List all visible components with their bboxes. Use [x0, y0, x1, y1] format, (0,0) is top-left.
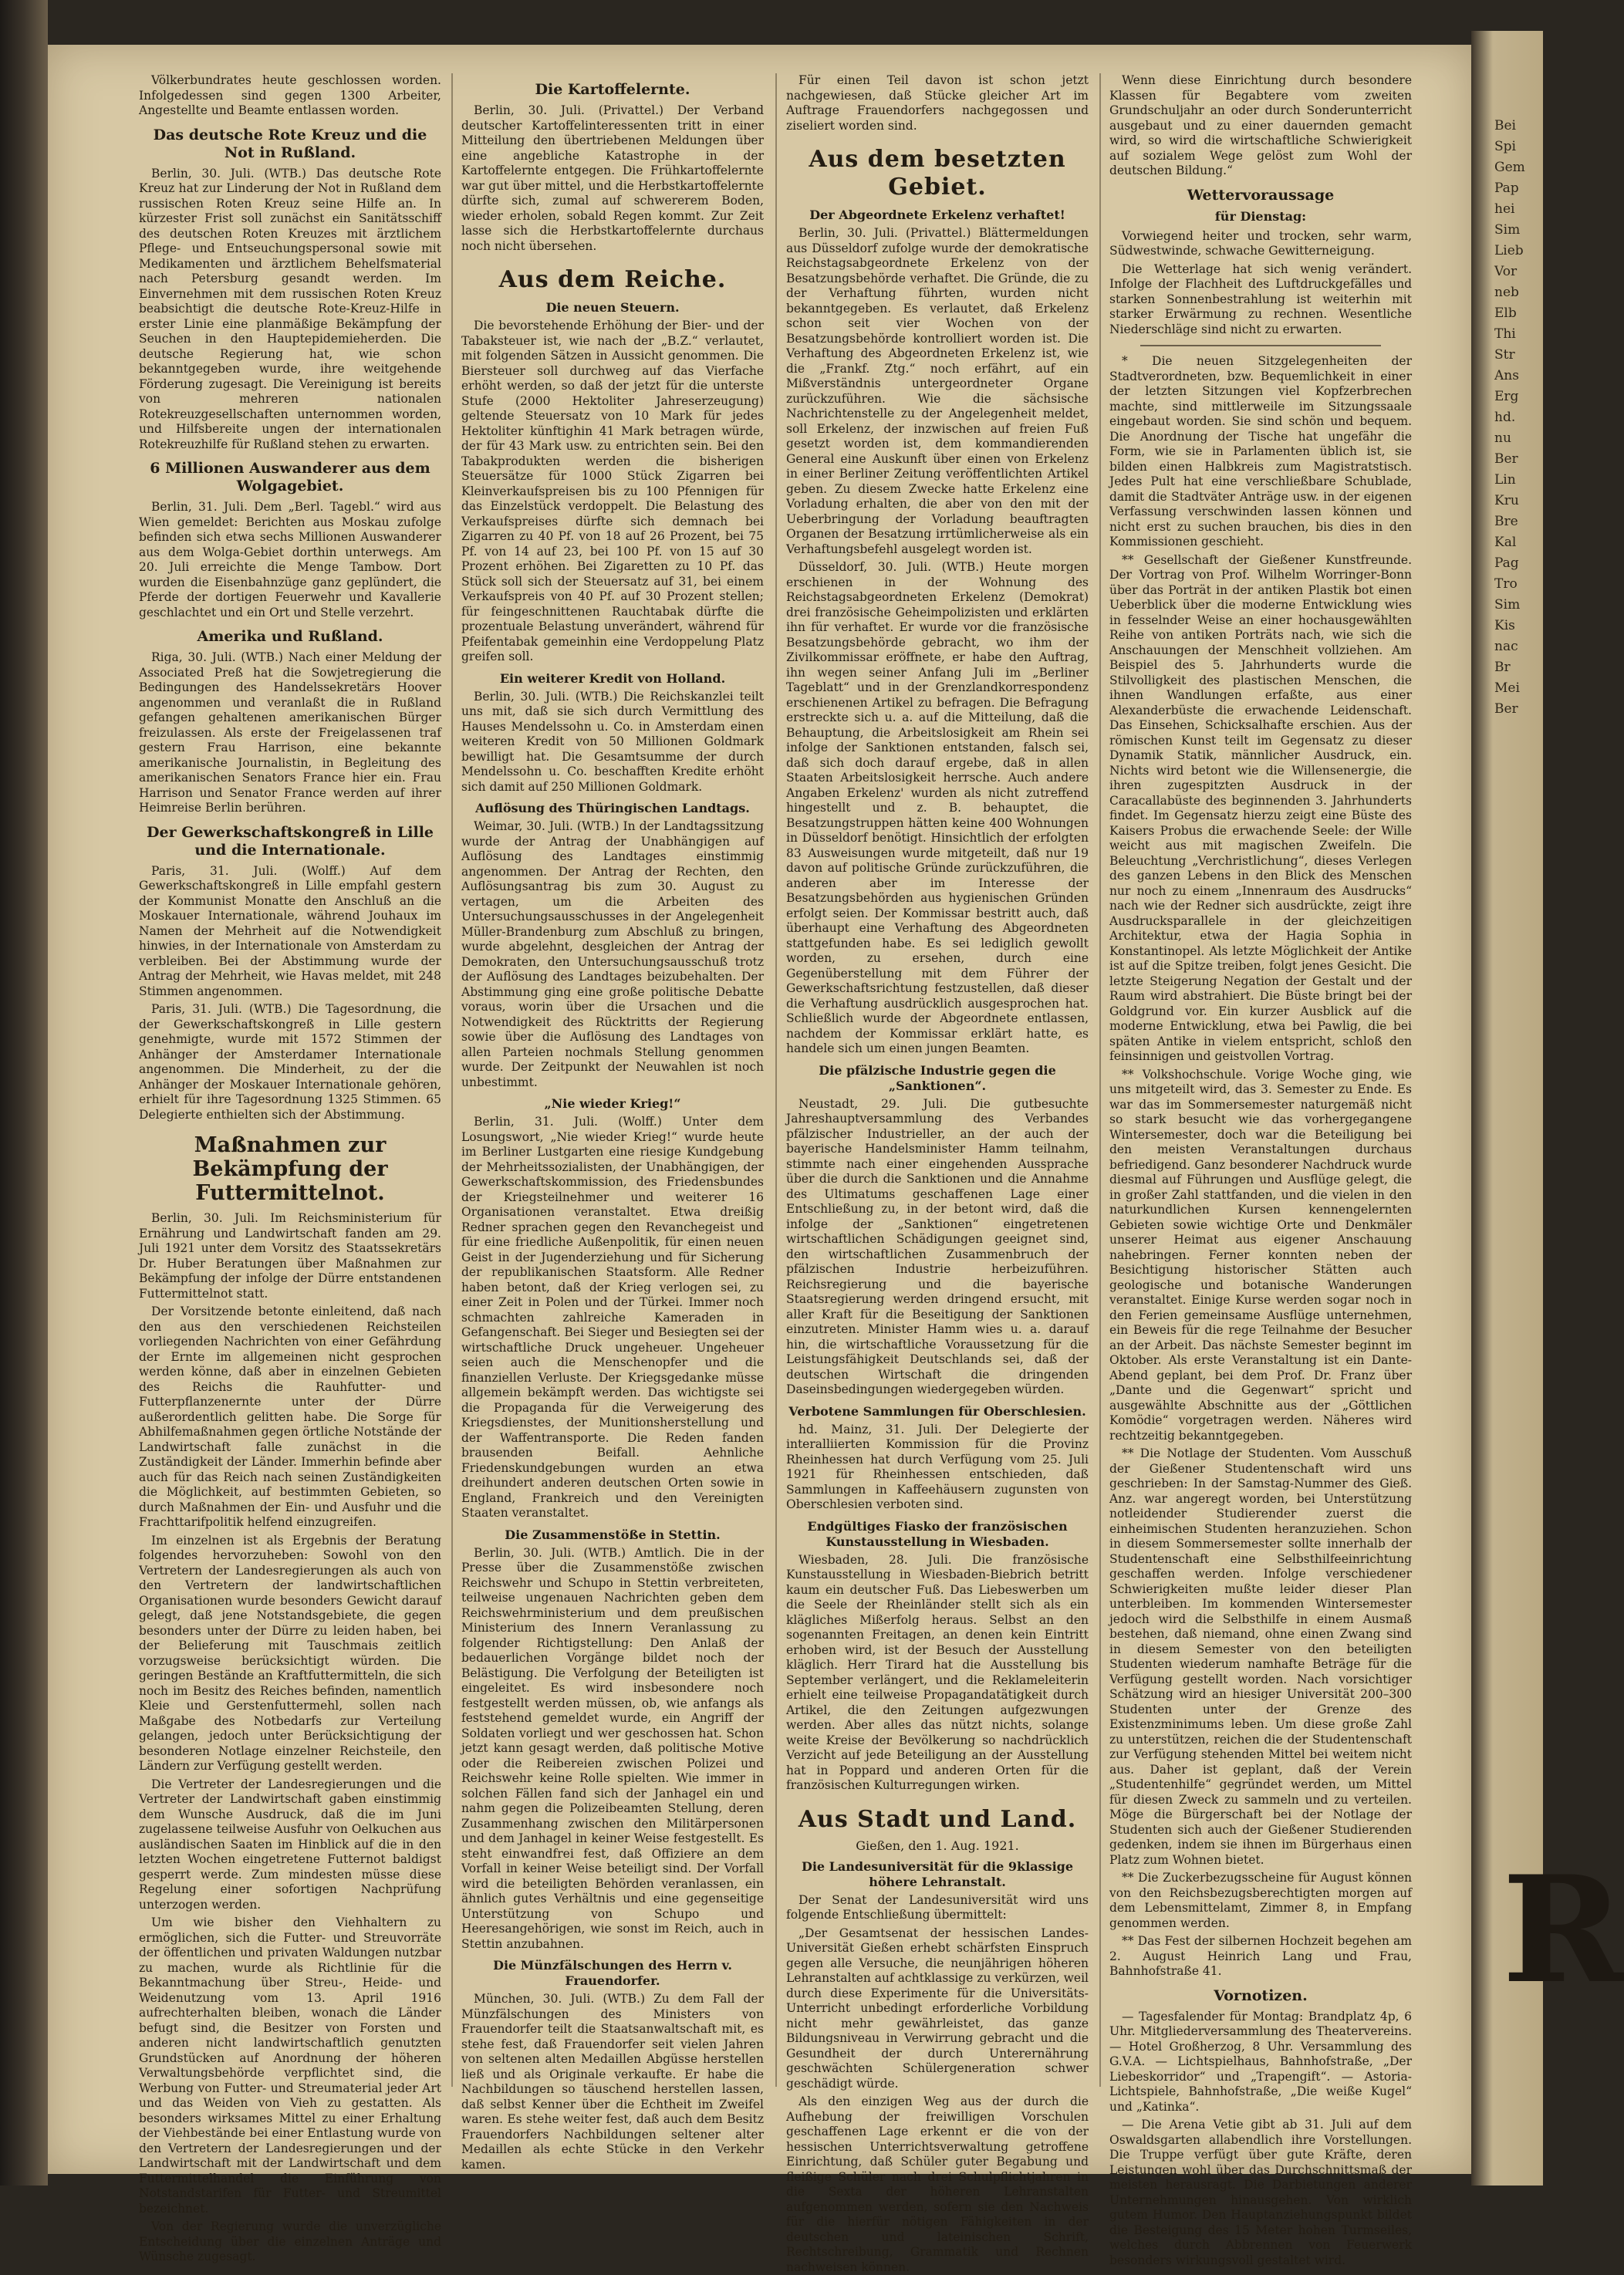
edge-line: Bei — [1494, 118, 1516, 133]
section-heading: Aus dem Reiche. — [498, 266, 727, 293]
article-paragraph: ** Gesellschaft der Gießener Kunstfreunde. Der Vortrag von Prof. Wilhelm Worringer-Bonn über das Porträt in der antiken Plastik bot einen Ueberblick über die moderne Entwicklung wies in fesselnder Weise an einer hochausgewählten Reihe von antiken Porträts nach, wie sich die Anschauungen der Menschheit vollziehen. Am Beispiel des 5. Jahrhunderts wurde die Stilvolligkeit des plastischen Menschen, die ihnen Wandlungen erfaßte, aus einer Alexanderbüste die erwachende Leidenschaft. Das Einsehen, Schicksalhafte erschien. Aus der römischen Kunst teilt im Gegensatz zu dieser Dynamik Statik, männlicher Ausdruck, ein. Nichts wird betont wie die Willensenergie, die ihren zugespitzten Ausdruck in der Caracallabüste des beginnenden 3. Jahrhunderts findet. Im Gegensatz hierzu zeigt eine Büste des Kaisers Probus die erwachende Seele: der Wille weicht aus mit magischen Zweifeln. Die Beleuchtung „Verchristlichung“, dieses Verlegen des ganzen Lebens in den Blick des Menschen nur noch zu einem „Innenraum des Ausdrucks“ nach wie der Redner sich ausdrückte, zeigt ihre Ausdrucksparallele in der gleichzeitigen Architektur, etwa der Hagia Sophia in Konstantinopel. Als letzte Möglichkeit der Antike ist auf die Spitze treiben, folgt jenes Gesicht. Die letzte Steigerung Negation der Gestalt und der Raum wird abstrahiert. Die Büste bringt bei der Goldgrund vor. Ein kurzer Ausblick auf die moderne Entwicklung, etwa bei Pawlig, die bei späten Antike in vielem entspricht, schloß den feinsinnigen und geistvollen Vortrag. — [1109, 552, 1412, 1063]
article-subheadline: Die Zusammenstöße in Stettin. — [505, 1527, 721, 1542]
edge-line: Spi — [1494, 139, 1516, 154]
edge-line: Vor — [1494, 264, 1518, 279]
article-paragraph: ** Volkshochschule. Vorige Woche ging, wie uns mitgeteilt wird, das 3. Semester zu Ende. Es war das im Sommersemester naturgemäß nicht so stark besucht wie das vorhergegangene Wintersemester, doch war die Beteiligung bei den meisten Veranstaltungen durchaus befriedigend. Ganz besonderer Nachdruck wurde diesmal auf Führungen und Ausflüge gelegt, die in großer Zahl stattfanden, und die vielen in den naturkundlichen Kursen kennengelernten Gebieten sowie wichtige Orte und Denkmäler unserer Heimat aus eigener Anschauung nahebringen. Ferner konnten neben der Besichtigung historischer Stätten auch geologische und botanische Wanderungen veranstaltet. Einige Kurse werden sogar noch in den Ferien gemeinsame Ausflüge unternehmen, ein Beweis für die rege Teilnahme der Besucher an der Arbeit. Das nächste Semester beginnt im Oktober. Als erste Veranstaltung ist ein Dante-Abend geplant, bei dem Prof. Dr. Franz über „Dante und die Gegenwart“ spricht und ausgewählte Abschnitte aus der „Göttlichen Komödie“ vorgetragen werden. Näheres wird rechtzeitig bekanntgegeben. — [1109, 1067, 1412, 1443]
section-heading: Aus Stadt und Land. — [798, 1805, 1077, 1833]
article-headline: 6 Millionen Auswanderer aus dem Wolgagebiet. — [150, 460, 430, 494]
edge-line: Mei — [1494, 680, 1520, 696]
column-rule — [1099, 73, 1101, 2087]
section-divider — [1140, 345, 1381, 346]
column-4 — [1109, 73, 1412, 2267]
column-1 — [139, 73, 441, 2263]
article-paragraph: ** Das Fest der silbernen Hochzeit begehen am 2. August Heinrich Lang und Frau, Bahnhofstraße 41. — [1109, 1934, 1412, 1978]
article-paragraph: — Die Arena Vetie gibt ab 31. Juli auf dem Oswaldsgarten allabendlich ihre Vorstellungen. Die Truppe verfügt über gute Kräfte, deren Leistungen wohl über das Durchschnittsmaß der meisten herausragt. Die Darbietungen anderer Unternehmungen hinausgehen. Von wirklich gutem Humor. Den Hauptanziehungspunkt bildet die Besteigung des 15 Meter hohen Turmseiles, welches durch Abbrennen von Feuerwerk besonders wirkungsvoll gestaltet wird. — [1109, 2118, 1412, 2267]
article-paragraph: Von der Regierung wurde die unverzügliche Entscheidung über die einzelnen Anträge und Wünsche zugesagt. — [139, 2219, 441, 2263]
article-subheadline: Endgültiges Fiasko der französischen Kunstausstellung in Wiesbaden. — [807, 1518, 1068, 1549]
edge-line: Sim — [1494, 222, 1521, 238]
edge-line: Erg — [1494, 389, 1519, 404]
article-paragraph: Düsseldorf, 30. Juli. (WTB.) Heute morgen erschienen in der Wohnung des Reichstagsabgeordneten Erkelenz (Demokrat) drei französische Geheimpolizisten und erklärten ihn für verhaftet. Er wurde vor die französische Besatzungsbehörde gebracht, wo ihm der Zivilkommissar eröffnete, er habe den Auftrag, ihn wegen seiner Anfang Juli im „Berliner Tageblatt“ und in der Grenzlandkorrespondenz erschienenen Artikel zu befragen. Die Befragung erstreckte sich u. a. auf die Mitteilung, daß die Behauptung, die Arbeitslosigkeit am Rhein sei infolge der Sanktionen entstanden, falsch sei, daß sich doch darauf ergebe, daß in allen Staaten Arbeitslosigkeit herrsche. Auch andere Angaben Erkelenz' wurden als nicht zutreffend hingestellt und z. B. behauptet, die Besatzungstruppen hätten keine 400 Wohnungen in Düsseldorf benötigt. Hinsichtlich der erfolgten 83 Ausweisungen wurde mitgeteilt, daß nur 19 davon auf politische Gründe zurückzuführen, die anderen aber im Interesse der Besatzungsbehörden aus hygienischen Gründen erfolgt seien. Der Kommissar bestritt auch, daß überhaupt eine Verhaftung des Abgeordneten stattgefunden habe. Es sei lediglich gewollt worden, zu ersehen, durch eine Gegenüberstellung mit dem Führer der Gewerkschaftsrichtung festzustellen, daß dieser die Verhaftung ausdrücklich ausgesprochen hat. Schließlich wurde der Abgeordnete entlassen, nachdem der Kommissar erklärt hatte, es handele sich um einen jungen Beamten. — [786, 560, 1089, 1055]
article-subheadline: Die Landesuniversität für die 9klassige höhere Lehranstalt. — [801, 1858, 1074, 1889]
article-paragraph: * Die neuen Sitzgelegenheiten der Stadtverordneten, bzw. Bequemlichkeit in einer der letzten Sitzungen viel Kopfzerbrechen machte, sind mittlerweile im Sitzungssaale eingebaut worden. Sie sind schön und bequem. Die Anordnung der Tische hat ungefähr die Form, wie sie in Parlamenten üblich ist, sie bilden einen Halbkreis zum Magistratstisch. Jedes Pult hat eine verschließbare Schublade, damit die Stadtväter Anträge usw. in der eigenen Verfassung verschwinden lassen können und nicht erst zu suchen brauchen, bis dies in den Kommissionen geschieht. — [1109, 354, 1412, 548]
edge-line: Lieb — [1494, 243, 1524, 258]
edge-line: hd. — [1494, 410, 1516, 425]
article-paragraph: Die Vertreter der Landesregierungen und die Vertreter der Landwirtschaft gaben einstimmig dem Wunsche Ausdruck, daß die im Juni zugelassene teilweise Ausfuhr von Oelkuchen aus ausländischen Saaten im Hinblick auf die in den letzten Wochen eingetretene Futternot baldigst gesperrt werde. Zum mindesten müsse diese Regelung einer sofortigen Nachprüfung unterzogen werden. — [139, 1777, 441, 1912]
article-paragraph: Vorwiegend heiter und trocken, sehr warm, Südwestwinde, schwache Gewitterneigung. — [1109, 228, 1412, 258]
column-2 — [461, 73, 764, 2172]
article-paragraph: Berlin, 30. Juli. (WTB.) Die Reichskanzlei teilt uns mit, daß sie sich durch Vermittlung des Hauses Mendelssohn u. Co. in Amsterdam einen weiteren Kredit von 50 Millionen Goldmark bewilligt hat. Die Gesamtsumme der durch Mendelssohn u. Co. beschafften Kredite erhöht sich damit auf 250 Millionen Goldmark. — [461, 689, 764, 794]
edge-line: Ber — [1494, 451, 1518, 467]
article-paragraph: Riga, 30. Juli. (WTB.) Nach einer Meldung der Associated Preß hat die Sowjetregierung die Bedingungen des Handelssekretärs Hoover angenommen und veranlaßt die in Rußland gefangen gehaltenen amerikanischen Bürger freizulassen. Als erste der Freigelassenen traf gestern Frau Harrison, eine bekannte amerikanische Journalistin, in Begleitung des amerikanischen Senators France hier ein. Frau Harrison und Senator France werden auf ihrer Heimreise Berlin berühren. — [139, 650, 441, 815]
section-heading: Aus dem besetzten Gebiet. — [809, 146, 1066, 201]
article-paragraph: Berlin, 30. Juli. (Privattel.) Der Verband deutscher Kartoffelinteressenten tritt in einer Mitteilung den übertriebenen Meldungen über eine angebliche Katastrophe in der Kartoffelernte entgegen. Die Frühkartoffelernte war gut über mittel, und die Herbstkartoffelernte dürfte sich, zumal auf schwererem Boden, wieder erholen, sobald Regen kommt. Zur Zeit lasse sich die Herbstkartoffelernte durchaus noch nicht übersehen. — [461, 103, 764, 253]
article-columns — [93, 73, 1412, 2274]
article-subheadline: Der Abgeordnete Erkelenz verhaftet! — [809, 208, 1065, 222]
article-paragraph: — Tagesfalender für Montag: Brandplatz 4p, 6 Uhr. Mitgliederversammlung des Theatervereins. — Hotel Großherzog, 8 Uhr. Versammlung des G.V.A. — Lichtspielhaus, Bahnhofstraße, „Der Liebeskorridor“ und „Trapengift“. — Astoria-Lichtspiele, Bahnhofstraße, „Die weiße Kugel“ und „Katinka“. — [1109, 2009, 1412, 2114]
article-paragraph: Wiesbaden, 28. Juli. Die französische Kunstausstellung in Wiesbaden-Biebrich betritt kaum ein deutscher Fuß. Das Liebeswerben um die Seele der Rheinländer stellt sich als ein klägliches Mißerfolg heraus. Selbst an den sogenannten Freitagen, an denen kein Eintritt erhoben wird, ist der Besuch der Ausstellung kläglich. Herr Tirard hat die Ausstellung bis September verlängert, und die Reklameleiterin erhielt eine teilweise Propagandatätigkeit durch Artikel, die den Zeitungen aufgezwungen werden. Aber alles das nützt nichts, solange weite Kreise der Bevölkerung so nachdrücklich Verzicht auf jede Beteiligung an der Ausstellung hat in Poppard und anderen Orten für die französischen Kulturregungen wirken. — [786, 1552, 1089, 1792]
next-page-big-letter: R — [1502, 1844, 1624, 2016]
article-paragraph: München, 30. Juli. (WTB.) Zu dem Fall der Münzfälschungen des Ministers von Frauendorfer teilt die Staatsanwaltschaft mit, es stehe fest, daß Frauendorfer seit vielen Jahren von seltenen alten Medaillen Abgüsse herstellen ließ und als Originale verkaufte. Er habe die Nachbildungen so täuschend herstellen lassen, daß selbst Kenner über die Echtheit im Zweifel waren. Es stehe weiter fest, daß auch dem Besitz Frauendorfers Nachbildungen seltener alter Medaillen als echte Stücke in den Verkehr kamen. — [461, 1992, 764, 2172]
edge-line: Ber — [1494, 701, 1518, 717]
edge-line: nu — [1494, 430, 1511, 446]
article-subheadline: Die pfälzische Industrie gegen die „Sanktionen“. — [819, 1062, 1056, 1093]
article-paragraph: Im einzelnen ist als Ergebnis der Beratung folgendes hervorzuheben: Sowohl von den Vertretern der Landesregierungen als auch von den Vertretern der landwirtschaftlichen Organisationen wurde besonders Gewicht darauf gelegt, daß jene Notstandsgebiete, die gegen besonders unter der Dürre zu leiden haben, bei der Belieferung mit Tauschmais zeitlich vorzugsweise berücksichtigt würden. Die geringen Bestände an Kraftfuttermitteln, die sich noch im Besitz des Reiches befinden, namentlich Kleie und Gerstenfuttermehl, sollen nach Maßgabe des Notbedarfs zur Verteilung gelangen, jedoch unter Berücksichtigung der besonderen Notlage einzelner Reichsteile, den Ländern zur Verfügung gestellt werden. — [139, 1533, 441, 1773]
edge-line: Kal — [1494, 535, 1517, 550]
column-rule — [775, 73, 777, 2087]
article-headline: Vornotizen. — [1214, 1986, 1308, 2004]
article-paragraph: Die Wetterlage hat sich wenig verändert. Infolge der Flachheit des Luftdruckgefälles und starken Sonnenbestrahlung ist weiterhin mit starker Erwärmung zu rechnen. Wesentliche Niederschläge sind nicht zu erwarten. — [1109, 262, 1412, 336]
article-paragraph: Berlin, 31. Juli. Dem „Berl. Tagebl.“ wird aus Wien gemeldet: Berichten aus Moskau zufolge befinden sich etwa sechs Millionen Auswanderer aus dem Wolga-Gebiet dorthin unterwegs. Am 20. Juli erreichte die Menge Tambow. Dort wurden die Eisenbahnzüge ganz geplündert, die Pferde der dortigen Feuerwehr und Kavallerie geschlachtet und ein Ort und Stelle verzehrt. — [139, 500, 441, 619]
article-subheadline: Die Münzfälschungen des Herrn v. Frauendorfer. — [493, 1958, 732, 1988]
edge-line: Elb — [1494, 305, 1517, 321]
article-paragraph: „Der Gesamtsenat der hessischen Landes-Universität Gießen erhebt schärfsten Einspruch gegen alle Versuche, die neunjährigen höheren Lehranstalten auf achtklassige zu verkürzen, weil durch diese Experimente für die Universitäts-Unterricht unbedingt erforderliche Vorbildung nicht mehr gewährleistet, das ganze Bildungsniveau in Verwirrung gebracht und die Gesundheit der durch Unterernährung geschwächten Schülergeneration schwer geschädigt würde. — [786, 1926, 1089, 2091]
edge-line: Br — [1494, 660, 1511, 675]
edge-line: Bre — [1494, 514, 1518, 529]
article-paragraph: ** Die Zuckerbezugsscheine für August können von den Reichsbezugsberechtigten morgen auf dem Lebensmittelamt, Zimmer 8, in Empfang genommen werden. — [1109, 1871, 1412, 1930]
article-paragraph: Paris, 31. Juli. (Wolff.) Auf dem Gewerkschaftskongreß in Lille empfahl gestern der Kommunist Monatte den Anschluß an die Moskauer Internationale, während Jouhaux im Namen der Mehrheit auf die Notwendigkeit hinwies, in der Internationale von Amsterdam zu verbleiben. Bei der Abstimmung wurde der Antrag der Mehrheit, wie Havas meldet, mit 248 Stimmen angenommen. — [139, 863, 441, 998]
article-paragraph: Der Senat der Landesuniversität wird uns folgende Entschließung übermittelt: — [786, 1892, 1089, 1922]
article-paragraph: Berlin, 30. Juli. (Privattel.) Blättermeldungen aus Düsseldorf zufolge wurde der demokratische Reichstagsabgeordnete Erkelenz von der Besatzungsbehörde verhaftet. Die Gründe, die zu der Verhaftung führten, wurden nicht bekanntgegeben. Es verlautet, daß Erkelenz schon seit vier Wochen von der Besatzungsbehörde kontrolliert worden ist. Die Verhaftung des Abgeordneten Erkelenz ist, wie die „Frankf. Ztg.“ noch erfährt, auf ein Mißverständnis untergeordneter Organe zurückzuführen. Wie die sächsische Nachrichtenstelle zu der Angelegenheit meldet, soll Erkelenz, der inzwischen auf freien Fuß gesetzt worden ist, dem kommandierenden General eine Auskunft über einen von Erkelenz in einer Berliner Zeitung veröffentlichten Artikel geben. Zu diesem Zwecke hatte Erkelenz eine Vorladung erhalten, die aber von den mit der Ueberbringung der Vorladung beauftragten Organen der Besatzung irrtümlicherweise als ein Verhaftungsbefehl ausgelegt worden ist. — [786, 226, 1089, 556]
article-headline: Die Kartoffelernte. — [535, 81, 690, 98]
edge-line: Thi — [1494, 326, 1516, 342]
edge-line: Sim — [1494, 597, 1521, 613]
article-subheadline: Verbotene Sammlungen für Oberschlesien. — [788, 1403, 1086, 1419]
column-rule — [451, 73, 453, 2087]
article-headline: Der Gewerkschaftskongreß in Lille und die Internationale. — [147, 823, 434, 859]
article-subheadline: Ein weiterer Kredit von Holland. — [499, 670, 726, 686]
article-headline: Wettervoraussage — [1187, 186, 1335, 204]
dateline: Gießen, den 1. Aug. 1921. — [856, 1838, 1019, 1853]
column-3 — [786, 73, 1089, 2274]
next-page-edge — [1471, 31, 1624, 2186]
article-paragraph: Die bevorstehende Erhöhung der Bier- und der Tabaksteuer ist, wie nach der „B.Z.“ verlautet, mit folgenden Sätzen in Aussicht genommen. Die Biersteuer soll durchweg auf das Vierfache erhöht werden, so daß der jetzt für die unterste Stufe (2000 Hektoliter Jahreserzeugung) geltende Steuersatz von 10 Mark für jedes Hektoliter künftighin 41 Mark betragen würde, der für 43 Mark usw. zu entrichten sein. Bei den Tabakprodukten werden die bisherigen Steuersätze für 1000 Stück Zigarren bei Kleinverkaufspreisen bis zu 100 Pfennigen für das Einzelstück verdoppelt. Die Belastung des Verkaufspreises dürfte sich demnach bei Zigarren zu 40 Pf. von 18 auf 26 Prozent, bei 75 Pf. von 14 auf 23, bei 100 Pf. von 15 auf 30 Prozent erhöhen. Bei Zigaretten zu 10 Pf. das Stück soll sich der Steuersatz auf 31, bei einem Verkaufspreis von 40 Pf. auf 30 Prozent stellen; für feingeschnittenen Rauchtabak dürfte die prozentuale Belastung unverändert, während für Pfeifentabak gemeinhin eine Verdoppelung Platz greifen soll. — [461, 319, 764, 663]
article-paragraph: ** Die Notlage der Studenten. Vom Ausschuß der Gießener Studentenschaft wird uns geschrieben: In der Samstag-Nummer des Gieß. Anz. war angeregt worden, bei Unterstützung notleidender Studierender zuerst die einheimischen Studenten heranzuziehen. Schon in diesem Sommersemester sollte innerhalb der Studentenschaft eine Selbsthilfeeinrichtung geschaffen werden. Infolge verschiedener Schwierigkeiten mußte leider dieser Plan unterbleiben. Im kommenden Wintersemester jedoch wird die Selbsthilfe in einem Ausmaß bestehen, daß niemand, ohne einen Zwang sind in diesem Semester von den beteiligten Studenten wiederum namhafte Beträge für die Verfügung gestellt worden. Nach vorsichtiger Schätzung wird an hiesiger Universität 200–300 Studenten unter der Grenze des Existenzminimums leben. Um diese große Zahl zu unterstützen, reichen die der Studentenschaft zur Verfügung stehenden Mittel bei weitem nicht aus. Daher ist geplant, daß der Verein „Studentenhilfe“ gegründet werden, um Mittel für diesen Zweck zu sammeln und zu verteilen. Möge die Bürgerschaft bei der Notlage der Studenten sich auch der Gießener Studierenden gedenken, indem sie ihnen im Bürgerhaus einen Platz zum Wohnen bietet. — [1109, 1446, 1412, 1867]
article-subheadline: „Nie wieder Krieg!“ — [544, 1096, 681, 1111]
article-paragraph: Als den einzigen Weg aus der durch die Aufhebung der freiwilligen Vorschulen geschaffenen Lage erkennt er die von der hessischen Unterrichtsverwaltung getroffene Einrichtung, daß Schüler guter Begabung und fleißige Schüler nach drei Schulpflichtjahren in die Sexta der höheren Lehranstalten aufgenommen werden, sofern sie den Nachweis für die hierfür nötigen Fähigkeiten in der deutschen und lateinischen Schrift, Rechtschreibung, Grammatik und Rechnen nachweisen können. — [786, 2094, 1089, 2274]
edge-line: Gem — [1494, 160, 1525, 175]
edge-line: Kru — [1494, 493, 1519, 508]
edge-line: Lin — [1494, 472, 1516, 488]
article-headline: Das deutsche Rote Kreuz und die Not in Rußland. — [153, 126, 427, 161]
article-headline-large: Maßnahmen zur Bekämpfung der Futtermittelnot. — [192, 1133, 388, 1205]
article-paragraph: Weimar, 30. Juli. (WTB.) In der Landtagssitzung wurde der Antrag der Unabhängigen auf Auflösung des Landtages einstimmig angenommen. Der Antrag der Rechten, den Auflösungsantrag bis zum 30. August zu vertagen, um die Arbeiten des Untersuchungsausschusses in der Angelegenheit Müller-Brandenburg zum Abschluß zu bringen, wurde abgelehnt, desgleichen der Antrag der Demokraten, den Untersuchungsausschuß trotz der Auflösung des Landtages beizubehalten. Der Abstimmung ging eine große politische Debatte voraus, worin über die Ursachen und die Notwendigkeit des Rücktritts der Regierung sowie über die Auflösung des Landtages von allen Parteien nochmals Stellung genommen wurde. Der Zeitpunkt der Neuwahlen ist noch unbestimmt. — [461, 819, 764, 1089]
article-paragraph: Berlin, 31. Juli. (Wolff.) Unter dem Losungswort, „Nie wieder Krieg!“ wurde heute im Berliner Lustgarten eine riesige Kundgebung der Mehrheitssozialisten, der Unabhängigen, der Gewerkschaftskommission, des Friedensbundes der Kriegsteilnehmer und weiterer 16 Organisationen veranstaltet. Etwa dreißig Redner sprachen gegen den Revanchegeist und für eine friedliche Außenpolitik, für einen neuen Geist in der Jugenderziehung und für Sicherung der republikanischen Staatsform. Alle Redner haben betont, daß der Krieg verlogen sei, zu einer Zeit in Polen und der Türkei. Immer noch schmachten zahlreiche Kameraden in Gefangenschaft. Bei Sieger und Besiegten sei der wirtschaftliche Druck ungeheuer. Ungeheuer seien auch die Menschenopfer und die finanziellen Verluste. Der Kriegsgedanke müsse allgemein bekämpft werden. Das wichtigste sei die Propaganda für die Verweigerung des Kriegsdienstes, der Munitionsherstellung und der Waffentransporte. Die Reden fanden brausenden Beifall. Aehnliche Friedenskundgebungen wurden an etwa dreihundert anderen deutschen Orten sowie in England, Frankreich und den Vereinigten Staaten veranstaltet. — [461, 1115, 764, 1520]
article-paragraph: Für einen Teil davon ist schon jetzt nachgewiesen, daß Stücke gleicher Art im Auftrage Frauendorfers nachgegossen und ziseliert worden sind. — [786, 73, 1089, 133]
edge-line: Ans — [1494, 368, 1519, 383]
article-paragraph: Paris, 31. Juli. (WTB.) Die Tagesordnung, die der Gewerkschaftskongreß in Lille gestern genehmigte, wurde mit 1572 Stimmen der Anhänger der Amsterdamer Internationale angenommen. Die Minderheit, zu der die Anhänger der Moskauer Internationale gehören, erhielt für ihre Tagesordnung 1325 Stimmen. 65 Delegierte enthielten sich der Abstimmung. — [139, 1002, 441, 1122]
article-subheadline: Auflösung des Thüringischen Landtags. — [475, 801, 750, 815]
edge-line: neb — [1494, 285, 1519, 300]
edge-line: Pap — [1494, 181, 1519, 196]
article-paragraph: Berlin, 30. Juli. (WTB.) Amtlich. Die in der Presse über die Zusammenstöße zwischen Reichswehr und Schupo in Stettin verbreiteten, teilweise ungenauen Nachrichten geben dem Reichswehrministerium und dem preußischen Ministerium des Innern Veranlassung zu folgender Richtigstellung: Den Anlaß der bedauerlichen Vorgänge bildet noch der Belästigung. Die Verfolgung der Beteiligten ist eingeleitet. Es wird insbesondere noch festgestellt werden müssen, ob, wie anfangs als feststehend gemeldet wurde, ein Angriff der Soldaten vorliegt und wer geschossen hat. Schon jetzt kann gesagt werden, daß politische Motive oder die Reibereien zwischen Polizei und Reichswehr keine Rolle spielten. Wie immer in solchen Fällen fand sich der Janhagel ein und nahm gegen die Polizeibeamten Stellung, deren Zusammenhang zwischen den Militärpersonen und dem Janhagel in keiner Weise festgestellt. Es steht einwandfrei fest, daß Offiziere an dem Vorfall in keiner Weise beteiligt sind. Der Vorfall wird die beteiligten Behörden veranlassen, ein ähnlich gutes Verhältnis und eine gegenseitige Unterstützung von Schupo und Heeresangehörigen, wie sonst im Reich, auch in Stettin anzubahnen. — [461, 1545, 764, 1951]
edge-line: Str — [1494, 347, 1515, 363]
article-paragraph: Berlin, 30. Juli. Im Reichsministerium für Ernährung und Landwirtschaft fanden am 29. Juli 1921 unter dem Vorsitz des Staatssekretärs Dr. Huber Beratungen über Maßnahmen zur Bekämpfung der infolge der Dürre entstandenen Futtermittelnot statt. — [139, 1211, 441, 1301]
article-paragraph: Völkerbundrates heute geschlossen worden. Infolgedessen sind gegen 1300 Arbeiter, Angestellte und Beamte entlassen worden. — [139, 73, 441, 117]
article-subheadline: Die neuen Steuern. — [545, 300, 680, 315]
article-paragraph: Neustadt, 29. Juli. Die gutbesuchte Jahreshauptversammlung des Verbandes pfälzischer Industrieller, an der auch der bayerische Handelsminister Hamm teilnahm, stimmte nach einer eingehenden Aussprache über die durch die Sanktionen und die Annahme des Ultimatums geschaffenen Lage einer Entschließung zu, in der betont wird, daß die infolge der „Sanktionen“ eingetretenen wirtschaftlichen Schädigungen geeignet sind, den wirtschaftlichen Zusammenbruch der pfälzischen Industrie herbeizuführen. Reichsregierung und die bayerische Staatsregierung werden dringend ersucht, mit aller Kraft für die Beseitigung der Sanktionen einzutreten. Minister Hamm wies u. a. darauf hin, die wirtschaftliche Voraussetzung für die Leistungsfähigkeit Deutschlands sei, daß der deutschen Wirtschaft die dringenden Daseinsbedingungen wiedergegeben würden. — [786, 1096, 1089, 1396]
edge-line: Tro — [1494, 576, 1518, 592]
heading-subtitle: für Dienstag: — [1214, 208, 1307, 224]
edge-line: nac — [1494, 639, 1518, 654]
edge-line: Pag — [1494, 555, 1519, 571]
article-paragraph: Um wie bisher den Viehhaltern zu ermöglichen, sich die Futter- und Streuvorräte der öffentlichen und privaten Waldungen nutzbar zu machen, wurde als Richtlinie für die Bekanntmachung über Streu-, Heide- und Weidenutzung vom 13. April 1916 aufrechterhalten bleiben, wonach die Länder befugt sind, die Besitzer von Forsten und anderen nicht landwirtschaftlich genutzten Grundstücken auf Anordnung der höheren Verwaltungsbehörde verpflichtet sind, die Werbung von Futter- und Streumaterial jeder Art und das Weiden von Vieh zu gestatten. Als besonders wirksames Mittel zu einer Erhaltung der Viehbestände bei einer Entlastung wurde von den Vertretern der Landesregierungen und der Landwirtschaft mit der Landwirtschaft und dem Futtermittelhandel die Einführung von Notstandstarifen für Futter- und Streumittel bezeichnet. — [139, 1916, 441, 2216]
article-paragraph: Wenn diese Einrichtung durch besondere Klassen für Begabtere vom zweiten Grundschuljahr an oder durch Sonderunterricht ausgebaut und zu einer dauernden gemacht wird, so wird die wirtschaftliche Schwierigkeit auf sozialem Wege gelöst zum Wohl der deutschen Bildung.“ — [1109, 73, 1412, 177]
next-page-fragment-text — [1494, 116, 1548, 720]
article-paragraph: hd. Mainz, 31. Juli. Der Delegierte der interalliierten Kommission für die Provinz Rheinhessen hat durch Verfügung vom 25. Juli 1921 für Rheinhessen entschieden, daß Sammlungen in Kaffeehäusern zugunsten von Oberschlesien verboten sind. — [786, 1422, 1089, 1511]
edge-line: hei — [1494, 201, 1515, 217]
book-binding-left — [0, 0, 48, 2186]
article-paragraph: Berlin, 30. Juli. (WTB.) Das deutsche Rote Kreuz hat zur Linderung der Not in Rußland dem russischen Roten Kreuz seine Hilfe an. In kürzester Frist soll zunächst ein Sanitätsschiff des deutschen Roten Kreuzes mit ärztlichem Pflege- und Entseuchungspersonal sowie mit Medikamenten und ärztlichem Behelfsmaterial nach Petersburg gesandt werden. Im Einvernehmen mit dem russischen Roten Kreuz beabsichtigt die deutsche Rote-Kreuz-Hilfe in erster Linie eine planmäßige Bekämpfung der Seuchen in den Hauptepidemieherden. Die deutsche Regierung hat, wie schon bekanntgegeben wurde, ihre weitgehende Förderung zugesagt. Die Vereinigung ist bereits von mehreren nationalen Rotekreuzgesellschaften unternommen worden, und Hilfsbereite ungen der internationalen Rotekreuzhilfe für Rußland stehen zu erwarten. — [139, 166, 441, 451]
edge-line: Kis — [1494, 618, 1515, 633]
article-paragraph: Der Vorsitzende betonte einleitend, daß nach den aus den verschiedenen Reichsteilen vorliegenden Nachrichten von einer Gefährdung der Ernte im allgemeinen nicht gesprochen werden könne, daß aber in einzelnen Gebieten des Reichs die Rauhfutter- und Futterpflanzenernte unter der Dürre außerordentlich gelitten habe. Die Sorge für Abhilfemaßnahmen gegen örtliche Notstände der Landwirtschaft falle zunächst in die Zuständigkeit der Länder. Immerhin befinde aber auch für das Reich nach seinen Zuständigkeiten die Möglichkeit, auf bestimmten Gebieten, so durch Maßnahmen der Ein- und Ausfuhr und die Frachttarifpolitik helfend einzugreifen. — [139, 1305, 441, 1529]
article-headline: Amerika und Rußland. — [197, 628, 383, 645]
